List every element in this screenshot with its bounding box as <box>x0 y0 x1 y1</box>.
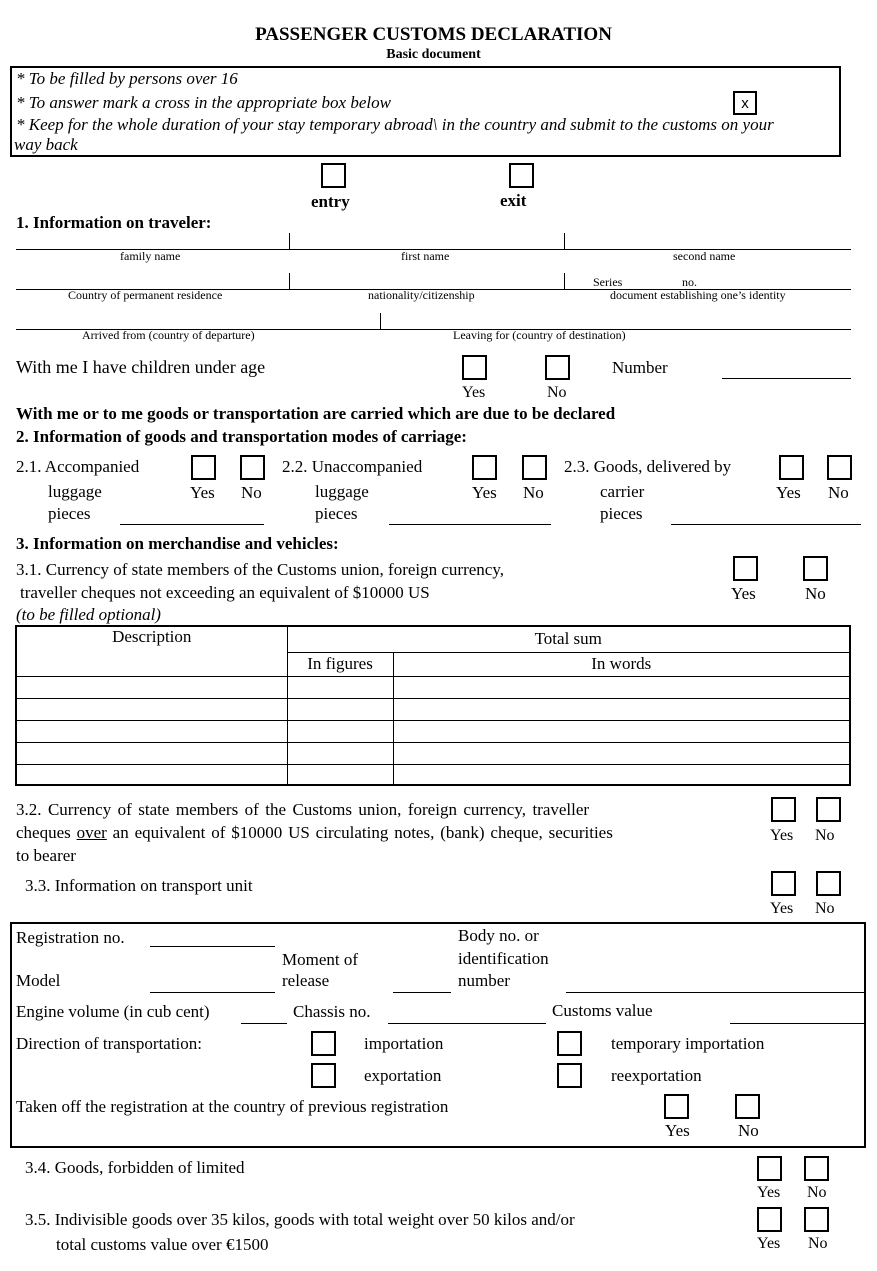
over-emphasis: over <box>76 823 107 842</box>
importation-label: importation <box>364 1034 444 1053</box>
divider <box>380 313 381 329</box>
currency-over-line1: 3.2. Currency of state members of the Customs union, foreign currency, traveller <box>16 800 590 819</box>
heavy-goods-line2: total customs value over €1500 <box>56 1235 269 1254</box>
figures-cell[interactable] <box>287 676 393 698</box>
accompanied-no-checkbox[interactable] <box>240 455 265 480</box>
country-residence-label: Country of permanent residence <box>68 288 223 302</box>
description-cell[interactable] <box>16 676 287 698</box>
identity-document-label: document establishing one’s identity <box>610 288 786 302</box>
accompanied-pieces: pieces <box>48 504 91 523</box>
form-subtitle: Basic document <box>386 47 481 62</box>
unaccompanied-label: 2.2. Unaccompanied <box>282 457 423 476</box>
divider <box>289 233 290 249</box>
description-cell[interactable] <box>16 742 287 764</box>
registration-field[interactable] <box>150 946 275 947</box>
reexportation-label: reexportation <box>611 1066 702 1085</box>
unaccompanied-no-checkbox[interactable] <box>522 455 547 480</box>
goods-declared-heading: With me or to me goods or transportation are carried which are due to be declared <box>16 404 616 423</box>
children-no-checkbox[interactable] <box>545 355 570 380</box>
entry-checkbox[interactable] <box>321 163 346 188</box>
body-no-label-1: Body no. or <box>458 926 539 945</box>
unaccompanied-no-label: No <box>523 483 544 502</box>
children-number-label: Number <box>612 358 668 377</box>
in-words-header: In words <box>393 652 850 676</box>
description-header: Description <box>16 626 287 676</box>
table-row <box>16 742 850 764</box>
forbidden-no-label: No <box>807 1184 827 1201</box>
series-label: Series <box>593 275 623 289</box>
description-cell[interactable] <box>16 764 287 785</box>
engine-volume-field[interactable] <box>241 1023 287 1024</box>
forbidden-yes-label: Yes <box>757 1184 781 1201</box>
exportation-checkbox[interactable] <box>311 1063 336 1088</box>
in-figures-header: In figures <box>287 652 393 676</box>
importation-checkbox[interactable] <box>311 1031 336 1056</box>
forbidden-no-checkbox[interactable] <box>804 1156 829 1181</box>
carrier-no-label: No <box>828 483 849 502</box>
children-no-label: No <box>547 384 567 401</box>
forbidden-goods-label: 3.4. Goods, forbidden of limited <box>25 1158 245 1177</box>
section-1-title: 1. Information on traveler: <box>16 213 212 232</box>
figures-cell[interactable] <box>287 720 393 742</box>
number-label: no. <box>682 275 697 289</box>
carrier-yes-checkbox[interactable] <box>779 455 804 480</box>
heavy-goods-line1: 3.5. Indivisible goods over 35 kilos, goods with total weight over 50 kilos and/or <box>25 1210 575 1229</box>
accompanied-yes-label: Yes <box>190 483 215 502</box>
arrived-from-label: Arrived from (country of departure) <box>82 328 255 342</box>
section-2-title: 2. Information of goods and transportation modes of carriage: <box>16 427 467 446</box>
note-keep-line2: way back <box>14 135 78 154</box>
description-cell[interactable] <box>16 698 287 720</box>
carrier-pieces-field[interactable] <box>671 524 861 525</box>
entry-label: entry <box>311 192 350 211</box>
currency-under-yes-checkbox[interactable] <box>733 556 758 581</box>
accompanied-pieces-field[interactable] <box>120 524 264 525</box>
unaccompanied-luggage: luggage <box>315 482 369 501</box>
deregistration-no-checkbox[interactable] <box>735 1094 760 1119</box>
children-yes-label: Yes <box>462 384 486 401</box>
words-cell[interactable] <box>393 742 850 764</box>
carrier-pieces: pieces <box>600 504 643 523</box>
transport-direction-label: Direction of transportation: <box>16 1034 203 1053</box>
table-row <box>16 698 850 720</box>
note-age: * To be filled by persons over 16 <box>16 69 238 88</box>
body-no-field[interactable] <box>566 992 864 993</box>
model-label: Model <box>16 971 61 990</box>
transport-unit-label: 3.3. Information on transport unit <box>25 876 253 895</box>
currency-over-text: cheques <box>16 823 77 842</box>
carrier-goods-label: 2.3. Goods, delivered by <box>564 457 732 476</box>
currency-under-yes-label: Yes <box>731 584 756 603</box>
currency-over-line2 <box>16 823 613 843</box>
transport-no-checkbox[interactable] <box>816 871 841 896</box>
words-cell[interactable] <box>393 764 850 785</box>
optional-note: (to be filled optional) <box>16 605 161 624</box>
leaving-for-label: Leaving for (country of destination) <box>453 328 626 342</box>
table-row <box>16 676 850 698</box>
heavy-goods-yes-label: Yes <box>757 1235 781 1252</box>
nationality-label: nationality/citizenship <box>368 288 475 302</box>
carrier-yes-label: Yes <box>776 483 801 502</box>
words-cell[interactable] <box>393 720 850 742</box>
children-question: With me I have children under age <box>16 357 266 377</box>
form-title: PASSENGER CUSTOMS DECLARATION <box>255 24 612 45</box>
customs-value-label: Customs value <box>552 1001 653 1020</box>
words-cell[interactable] <box>393 698 850 720</box>
table-row <box>16 764 850 785</box>
currency-over-no-checkbox[interactable] <box>816 797 841 822</box>
accompanied-yes-checkbox[interactable] <box>191 455 216 480</box>
figures-cell[interactable] <box>287 698 393 720</box>
deregistration-yes-label: Yes <box>665 1121 690 1140</box>
first-name-label: first name <box>401 249 450 263</box>
unaccompanied-yes-label: Yes <box>472 483 497 502</box>
figures-cell[interactable] <box>287 764 393 785</box>
description-cell[interactable] <box>16 720 287 742</box>
chassis-field[interactable] <box>388 1023 546 1024</box>
exportation-label: exportation <box>364 1066 442 1085</box>
transport-yes-checkbox[interactable] <box>771 871 796 896</box>
chassis-label: Chassis no. <box>293 1002 371 1021</box>
heavy-goods-no-label: No <box>808 1235 828 1252</box>
family-name-label: family name <box>120 249 181 263</box>
children-number-field[interactable] <box>722 378 851 379</box>
words-cell[interactable] <box>393 676 850 698</box>
children-yes-checkbox[interactable] <box>462 355 487 380</box>
currency-over-line3: to bearer <box>16 846 76 865</box>
accompanied-luggage: luggage <box>48 482 102 501</box>
currency-under-no-label: No <box>805 584 826 603</box>
currency-over-yes-checkbox[interactable] <box>771 797 796 822</box>
section-3-title: 3. Information on merchandise and vehicles: <box>16 534 339 553</box>
temporary-importation-checkbox[interactable] <box>557 1031 582 1056</box>
moment-release-field[interactable] <box>393 992 451 993</box>
transport-no-label: No <box>815 900 835 917</box>
example-cross-box: x <box>733 91 757 115</box>
registration-label: Registration no. <box>16 928 125 947</box>
deregistration-no-label: No <box>738 1121 759 1140</box>
unaccompanied-pieces: pieces <box>315 504 358 523</box>
currency-over-no-label: No <box>815 827 835 844</box>
total-sum-header: Total sum <box>287 626 850 652</box>
divider <box>564 273 565 289</box>
heavy-goods-no-checkbox[interactable] <box>804 1207 829 1232</box>
exit-label: exit <box>500 191 527 210</box>
carrier-no-checkbox[interactable] <box>827 455 852 480</box>
heavy-goods-yes-checkbox[interactable] <box>757 1207 782 1232</box>
second-name-label: second name <box>673 249 736 263</box>
engine-volume-label: Engine volume (in cub cent) <box>16 1002 210 1021</box>
currency-table <box>15 625 851 786</box>
note-mark-cross: * To answer mark a cross in the appropriate box below <box>16 93 391 112</box>
reexportation-checkbox[interactable] <box>557 1063 582 1088</box>
deregistration-yes-checkbox[interactable] <box>664 1094 689 1119</box>
body-no-label-2: identification <box>458 949 549 968</box>
customs-value-field[interactable] <box>730 1023 864 1024</box>
divider <box>289 273 290 289</box>
currency-under-no-checkbox[interactable] <box>803 556 828 581</box>
forbidden-yes-checkbox[interactable] <box>757 1156 782 1181</box>
note-keep-line1: * Keep for the whole duration of your stay temporary abroad\ in the country and submit to the customs on your <box>16 115 774 134</box>
currency-under-line1: 3.1. Currency of state members of the Customs union, foreign currency, <box>16 560 504 579</box>
accompanied-no-label: No <box>241 483 262 502</box>
exit-checkbox[interactable] <box>509 163 534 188</box>
model-field[interactable] <box>150 992 275 993</box>
temporary-importation-label: temporary importation <box>611 1034 765 1053</box>
deregistration-label: Taken off the registration at the country of previous registration <box>16 1097 449 1116</box>
unaccompanied-pieces-field[interactable] <box>389 524 551 525</box>
divider <box>564 233 565 249</box>
table-row <box>16 720 850 742</box>
moment-release-label-2: release <box>282 971 330 990</box>
transport-yes-label: Yes <box>770 900 794 917</box>
currency-over-text: an equivalent of $10000 US circulating notes, (bank) cheque, securities <box>106 823 613 842</box>
body-no-label-3: number <box>458 971 510 990</box>
moment-release-label-1: Moment of <box>282 950 359 969</box>
figures-cell[interactable] <box>287 742 393 764</box>
currency-under-line2: traveller cheques not exceeding an equivalent of $10000 US <box>20 583 430 602</box>
unaccompanied-yes-checkbox[interactable] <box>472 455 497 480</box>
currency-over-yes-label: Yes <box>770 827 794 844</box>
accompanied-label: 2.1. Accompanied <box>16 457 140 476</box>
carrier-label: carrier <box>600 482 645 501</box>
